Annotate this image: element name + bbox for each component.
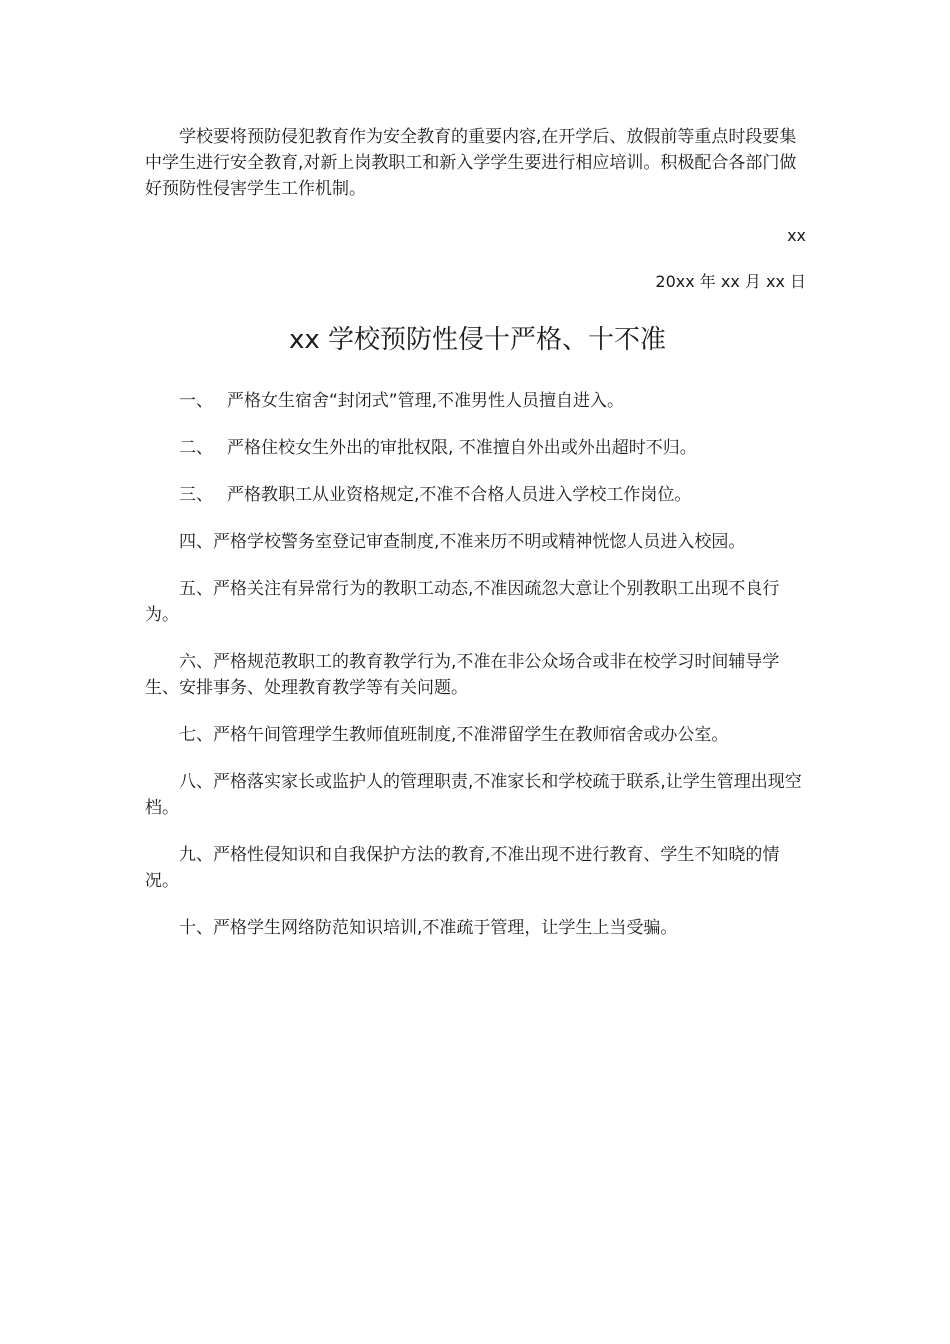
rule-number: 七、 [179, 725, 213, 745]
rule-text: 严格教职工从业资格规定,不准不合格人员进入学校工作岗位。 [227, 485, 692, 505]
rule-text: 严格性侵知识和自我保护方法的教育,不准出现不进行教育、学生不知晓的情况。 [145, 845, 780, 891]
rule-number: 四、 [179, 532, 213, 552]
rule-item [145, 576, 810, 628]
rule-text: 严格学生网络防范知识培训,不准疏于管理，让学生上当受骗。 [213, 918, 678, 938]
document-title: xx 学校预防性侵十严格、十不准 [288, 325, 667, 355]
intro-paragraph: 学校要将预防侵犯教育作为安全教育的重要内容,在开学后、放假前等重点时段要集中学生进行安全教育,对新上岗教职工和新入学学生要进行相应培训。积极配合各部门做好预防性侵害学生工作机制。 [145, 127, 797, 199]
rule-text: 严格关注有异常行为的教职工动态,不准因疏忽大意让个别教职工出现不良行为。 [145, 579, 780, 625]
rule-item [145, 529, 810, 555]
rule-number: 八、 [179, 772, 213, 792]
signature-date: 20xx 年 xx 月 xx 日 [655, 272, 806, 291]
rule-item [145, 388, 810, 414]
rule-number: 十、 [179, 918, 213, 938]
rule-item [145, 842, 810, 894]
rule-number: 九、 [179, 845, 213, 865]
rule-text: 严格学校警务室登记审查制度,不准来历不明或精神恍惚人员进入校园。 [213, 532, 746, 552]
rule-text: 严格落实家长或监护人的管理职责,不准家长和学校疏于联系,让学生管理出现空档。 [145, 772, 802, 818]
rule-number: 六、 [179, 652, 213, 672]
rule-number: 三、 [179, 485, 213, 505]
rules-list [145, 388, 810, 962]
rule-number: 二、 [179, 438, 213, 458]
rule-item [145, 722, 810, 748]
rule-text: 严格住校女生外出的审批权限, 不准擅自外出或外出超时不归。 [227, 438, 697, 458]
rule-item [145, 649, 810, 701]
rule-item [145, 915, 810, 941]
rule-number: 五、 [179, 579, 213, 599]
rule-item [145, 435, 810, 461]
rule-item [145, 482, 810, 508]
rule-item [145, 769, 810, 821]
signature-org: xx [787, 226, 806, 245]
rule-text: 严格午间管理学生教师值班制度,不准滞留学生在教师宿舍或办公室。 [213, 725, 729, 745]
rule-text: 严格女生宿舍“封闭式”管理,不准男性人员擅自进入。 [227, 391, 625, 411]
rule-number: 一、 [179, 391, 213, 411]
rule-text: 严格规范教职工的教育教学行为,不准在非公众场合或非在校学习时间辅导学生、安排事务、处理教育教学等有关问题。 [145, 652, 780, 698]
